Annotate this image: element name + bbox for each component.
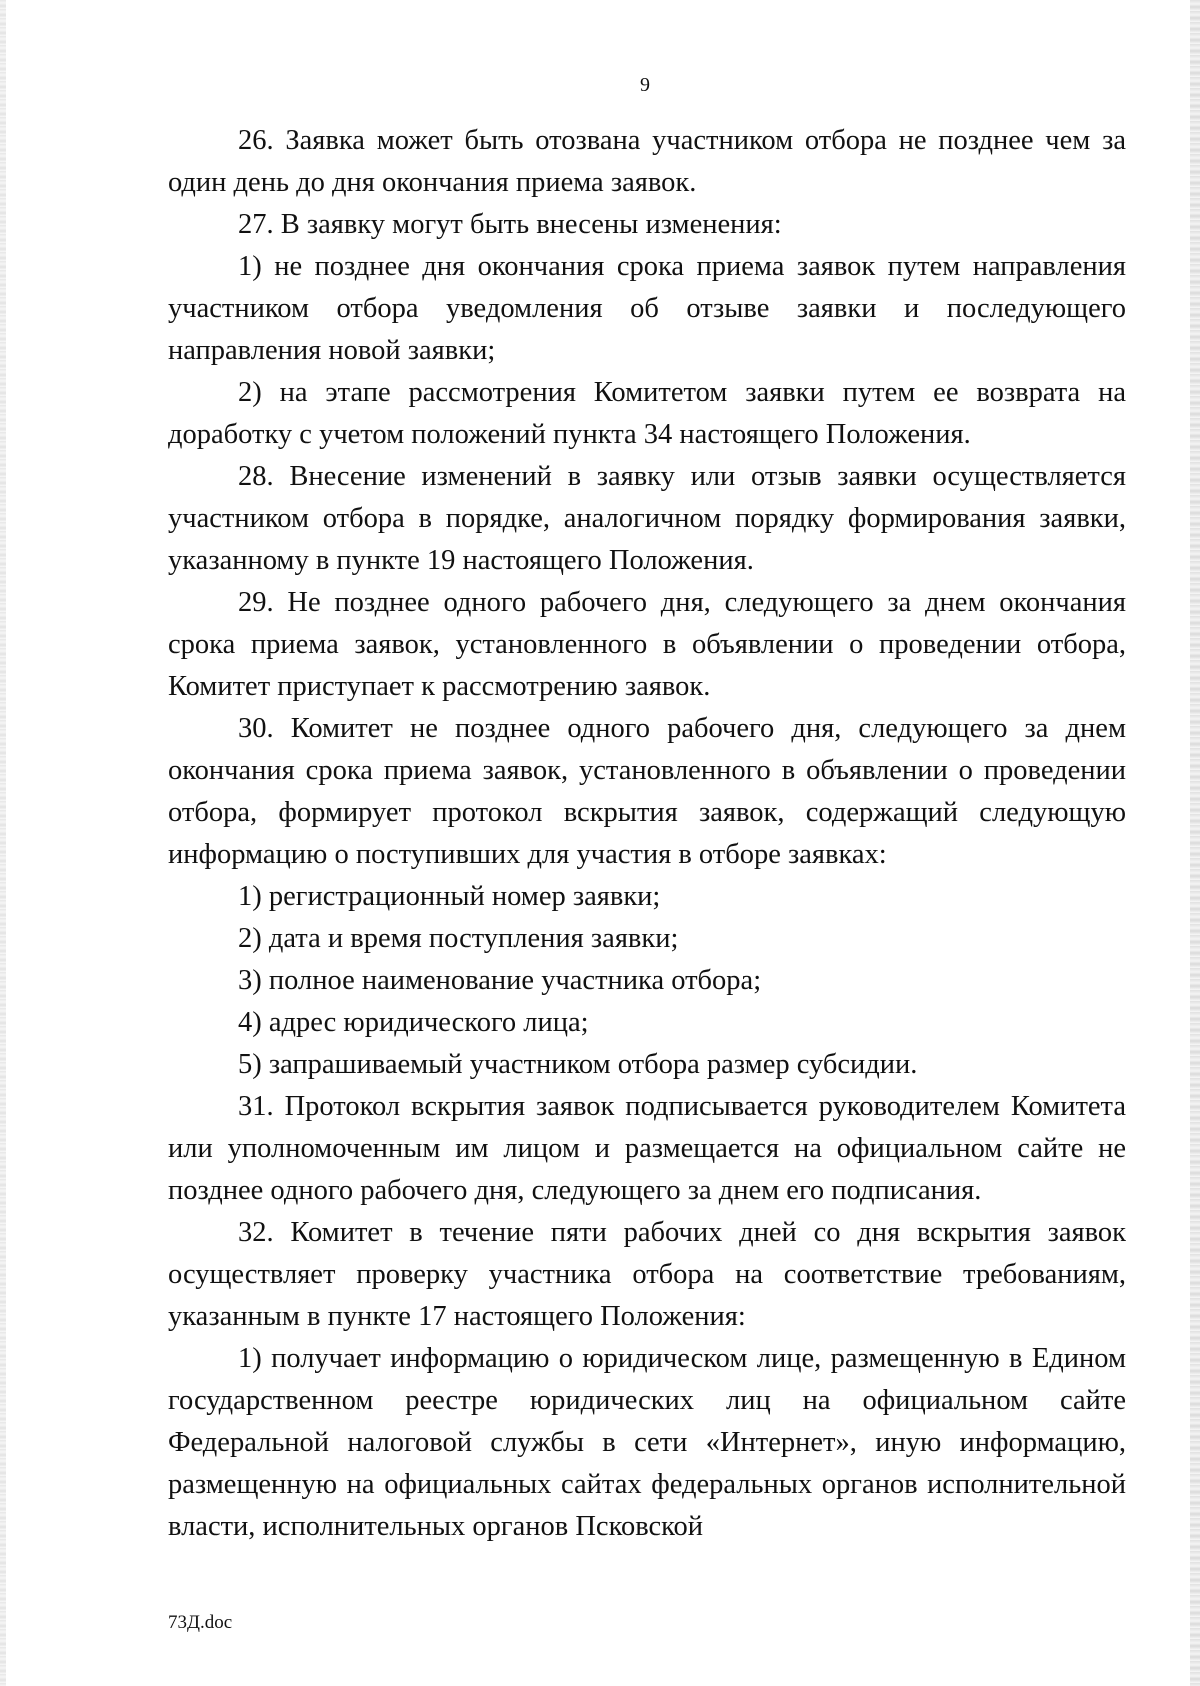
paragraph-30-item-1: 1) регистрационный номер заявки; [238, 881, 661, 912]
paragraph-29: 29. Не позднее одного рабочего дня, следующего за днем окончания срока приема заявок, установленного в объявлении о проведении отбора, Комитет приступает к рассмотрению заявок. [168, 587, 1126, 702]
paragraph-31: 31. Протокол вскрытия заявок подписывается руководителем Комитета или уполномоченным им лицом и размещается на официальном сайте не позднее одного рабочего дня, следующего за днем его подписания. [168, 1091, 1126, 1206]
page-number: 9 [640, 74, 650, 96]
paragraph-27-item-2: 2) на этапе рассмотрения Комитетом заявки путем ее возврата на доработку с учетом положений пункта 34 настоящего Положения. [168, 377, 1126, 450]
paragraph-32: 32. Комитет в течение пяти рабочих дней со дня вскрытия заявок осуществляет проверку участника отбора на соответствие требованиям, указанным в пункте 17 настоящего Положения: [168, 1217, 1126, 1332]
document-body [168, 120, 1126, 1548]
footer-filename: 73Д.doc [168, 1612, 233, 1633]
paragraph-32-item-1: 1) получает информацию о юридическом лице, размещенную в Едином государственном реестре юридических лиц на официальном сайте Федеральной налоговой службы в сети «Интернет», иную информацию, размещенную на официальных сайтах федеральных органов исполнительной власти, исполнительных органов Псковской [168, 1343, 1126, 1542]
paragraph-27-item-1: 1) не позднее дня окончания срока приема заявок путем направления участником отбора уведомления об отзыве заявки и последующего направления новой заявки; [168, 251, 1126, 366]
scan-edge-right [1190, 0, 1200, 1686]
paragraph-30-item-2: 2) дата и время поступления заявки; [238, 923, 679, 954]
paragraph-27: 27. В заявку могут быть внесены изменения: [238, 209, 782, 240]
paragraph-26: 26. Заявка может быть отозвана участником отбора не позднее чем за один день до дня окончания приема заявок. [168, 125, 1126, 198]
paragraph-30: 30. Комитет не позднее одного рабочего дня, следующего за днем окончания срока приема заявок, установленного в объявлении о проведении отбора, формирует протокол вскрытия заявок, содержащий следующую информацию о поступивших для участия в отборе заявках: [168, 713, 1126, 870]
paragraph-30-item-5: 5) запрашиваемый участником отбора размер субсидии. [238, 1049, 918, 1080]
paragraph-30-item-3: 3) полное наименование участника отбора; [238, 965, 762, 996]
paragraph-28: 28. Внесение изменений в заявку или отзыв заявки осуществляется участником отбора в порядке, аналогичном порядку формирования заявки, указанному в пункте 19 настоящего Положения. [168, 461, 1126, 576]
paragraph-30-item-4: 4) адрес юридического лица; [238, 1007, 589, 1038]
scan-edge-left [0, 0, 6, 1686]
